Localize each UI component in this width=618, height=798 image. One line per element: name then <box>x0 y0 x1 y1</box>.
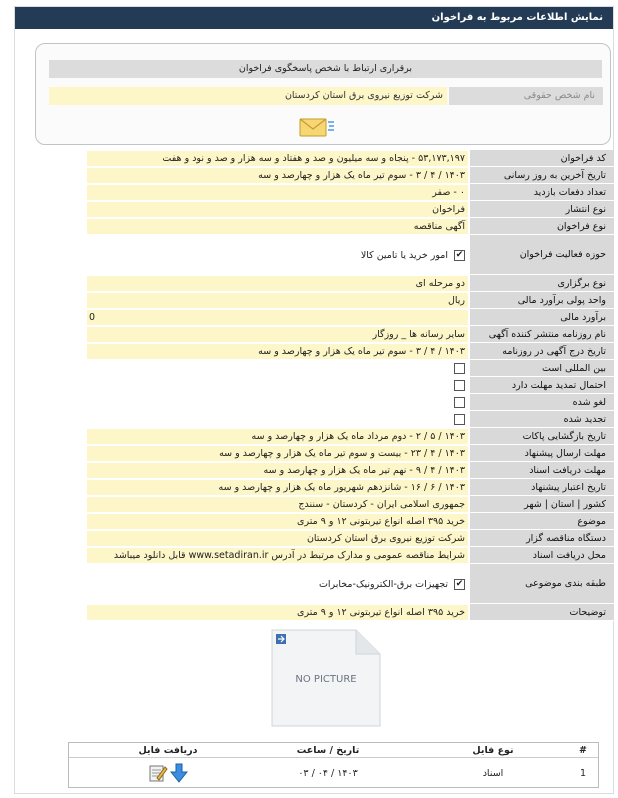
international-checkbox[interactable] <box>454 363 465 374</box>
row-call-type <box>87 218 614 235</box>
no-picture-image <box>270 628 382 728</box>
holding-value: دو مرحله ای <box>87 276 468 291</box>
currency-value: ریال <box>87 293 468 308</box>
row-holding <box>87 275 614 292</box>
row-renewed <box>87 411 614 428</box>
visits-value: ۰ - صفر <box>87 185 468 200</box>
row-newspaper <box>87 326 614 343</box>
international-label: بین المللی است <box>470 360 614 377</box>
estimate-value: 0 <box>87 310 468 325</box>
file-number: 1 <box>579 767 587 779</box>
category-value <box>87 565 468 603</box>
row-international <box>87 360 614 377</box>
row-publish-type <box>87 201 614 218</box>
file-date: ۱۴۰۳ / ۰۴ / ۰۳ <box>298 767 358 779</box>
category-checkbox[interactable]: ✔ <box>455 578 464 589</box>
newspaper-value: سایر رسانه ها _ روزگار <box>87 327 468 342</box>
renewed-label: تجدید شده <box>470 411 614 428</box>
no-picture-label: NO PICTURE <box>295 674 357 685</box>
opening-value: ۱۴۰۳ / ۵ / ۲ - دوم مرداد ماه یک هزار و چهارصد و سه <box>87 429 468 444</box>
mail-icon[interactable] <box>298 114 336 140</box>
call-type-value: آگهی مناقصه <box>87 219 468 234</box>
row-cancelled <box>87 394 614 411</box>
contact-value: شرکت توزیع نیروی برق استان کردستان <box>49 87 447 105</box>
category-option-label: تجهیزات برق-الکترونیک-مخابرات <box>318 578 448 590</box>
deadline-value: ۱۴۰۳ / ۴ / ۳ - سوم تیر ماه یک هزار و چهارصد و سه <box>87 168 468 183</box>
validity-value: ۱۴۰۳ / ۶ / ۱۶ - شانزدهم شهریور ماه یک هزار و چهارصد و سه <box>87 480 468 495</box>
col-number: # <box>579 744 587 756</box>
row-doc-place <box>87 547 614 564</box>
row-extension <box>87 377 614 394</box>
subject-value: خرید ۳۹۵ اصله انواع تیربتونی ۱۲ و ۹ متری <box>87 514 468 529</box>
contact-header: برقراری ارتباط با شخص پاسخگوی فراخوان <box>49 60 602 78</box>
row-validity <box>87 479 614 496</box>
cancelled-checkbox[interactable] <box>454 397 465 408</box>
row-category <box>87 564 614 604</box>
print-date-value: ۱۴۰۳ / ۴ / ۳ - سوم تیر ماه یک هزار و چهارصد و سه <box>87 344 468 359</box>
visits-label: تعداد دفعات بازدید <box>470 184 614 201</box>
currency-label: واحد پولی برآورد مالی <box>470 292 614 309</box>
activity-label: حوزه فعالیت فراخوان <box>470 235 614 275</box>
publish-type-label: نوع انتشار <box>470 201 614 218</box>
newspaper-label: نام روزنامه منتشر کننده آگهی <box>470 326 614 343</box>
row-estimate <box>87 309 614 326</box>
row-organizer <box>87 530 614 547</box>
extension-label: احتمال تمدید مهلت دارد <box>470 377 614 394</box>
download-cell <box>98 763 238 783</box>
files-header-row <box>69 743 598 758</box>
renewed-checkbox[interactable] <box>454 414 465 425</box>
row-deadline <box>87 167 614 184</box>
file-type: اسناد <box>482 767 504 779</box>
doc-place-label: محل دریافت اسناد <box>470 547 614 564</box>
col-date: تاریخ / ساعت <box>296 744 360 756</box>
contact-panel <box>35 43 611 145</box>
row-submit <box>87 445 614 462</box>
code-label: کد فراخوان <box>470 150 614 167</box>
publish-type-value: فراخوان <box>87 202 468 217</box>
row-receive <box>87 462 614 479</box>
cancelled-label: لغو شده <box>470 394 614 411</box>
deadline-label: تاریخ آخرین به روز رسانی <box>470 167 614 184</box>
row-location <box>87 496 614 513</box>
row-visits <box>87 184 614 201</box>
holding-label: نوع برگزاری <box>470 275 614 292</box>
subject-label: موضوع <box>470 513 614 530</box>
document-edit-icon[interactable] <box>148 763 168 783</box>
organizer-label: دستگاه مناقصه گزار <box>470 530 614 547</box>
row-code <box>87 150 614 167</box>
row-subject <box>87 513 614 530</box>
table-row <box>69 758 598 788</box>
receive-label: مهلت دریافت اسناد <box>470 462 614 479</box>
row-activity <box>87 235 614 275</box>
download-arrow-icon[interactable] <box>170 763 188 783</box>
receive-value: ۱۴۰۳ / ۴ / ۹ - نهم تیر ماه یک هزار و چهارصد و سه <box>87 463 468 478</box>
validity-label: تاریخ اعتبار پیشنهاد <box>470 479 614 496</box>
category-label: طبقه بندی موضوعی <box>470 564 614 604</box>
call-type-label: نوع فراخوان <box>470 218 614 235</box>
opening-label: تاریخ بازگشایی پاکات <box>470 428 614 445</box>
page-title: نمایش اطلاعات مربوط به فراخوان <box>15 7 613 29</box>
print-date-label: تاریخ درج آگهی در روزنامه <box>470 343 614 360</box>
row-print-date <box>87 343 614 360</box>
organizer-value: شرکت توزیع نیروی برق استان کردستان <box>87 531 468 546</box>
submit-value: ۱۴۰۳ / ۴ / ۲۳ - بیست و سوم تیر ماه یک هزار و چهارصد و سه <box>87 446 468 461</box>
row-currency <box>87 292 614 309</box>
description-value: خرید ۳۹۵ اصله انواع تیربتونی ۱۲ و ۹ متری <box>87 605 468 620</box>
contact-label: نام شخص حقوقی <box>449 87 603 105</box>
code-value: ۵۳,۱۷۳,۱۹۷ - پنجاه و سه میلیون و صد و هفتاد و سه هزار و صد و نود و هفت <box>87 151 468 166</box>
description-label: توضیحات <box>470 604 614 621</box>
activity-option-label: امور خرید یا تامین کالا <box>360 249 448 261</box>
files-table <box>68 742 599 788</box>
extension-checkbox[interactable] <box>454 380 465 391</box>
location-label: کشور | استان | شهر <box>470 496 614 513</box>
doc-place-value: شرایط مناقصه عمومی و مدارک مرتبط در آدرس www.setadiran.ir قابل دانلود میباشد <box>87 548 468 563</box>
col-file-type: نوع فایل <box>472 744 514 756</box>
activity-checkbox[interactable]: ✔ <box>455 249 464 260</box>
col-download: دریافت فایل <box>138 744 198 756</box>
submit-label: مهلت ارسال پیشنهاد <box>470 445 614 462</box>
location-value: جمهوری اسلامی ایران - کردستان - سنندج <box>87 497 468 512</box>
row-opening <box>87 428 614 445</box>
activity-value <box>87 236 468 274</box>
estimate-label: برآورد مالی <box>470 309 614 326</box>
row-description <box>87 604 614 621</box>
